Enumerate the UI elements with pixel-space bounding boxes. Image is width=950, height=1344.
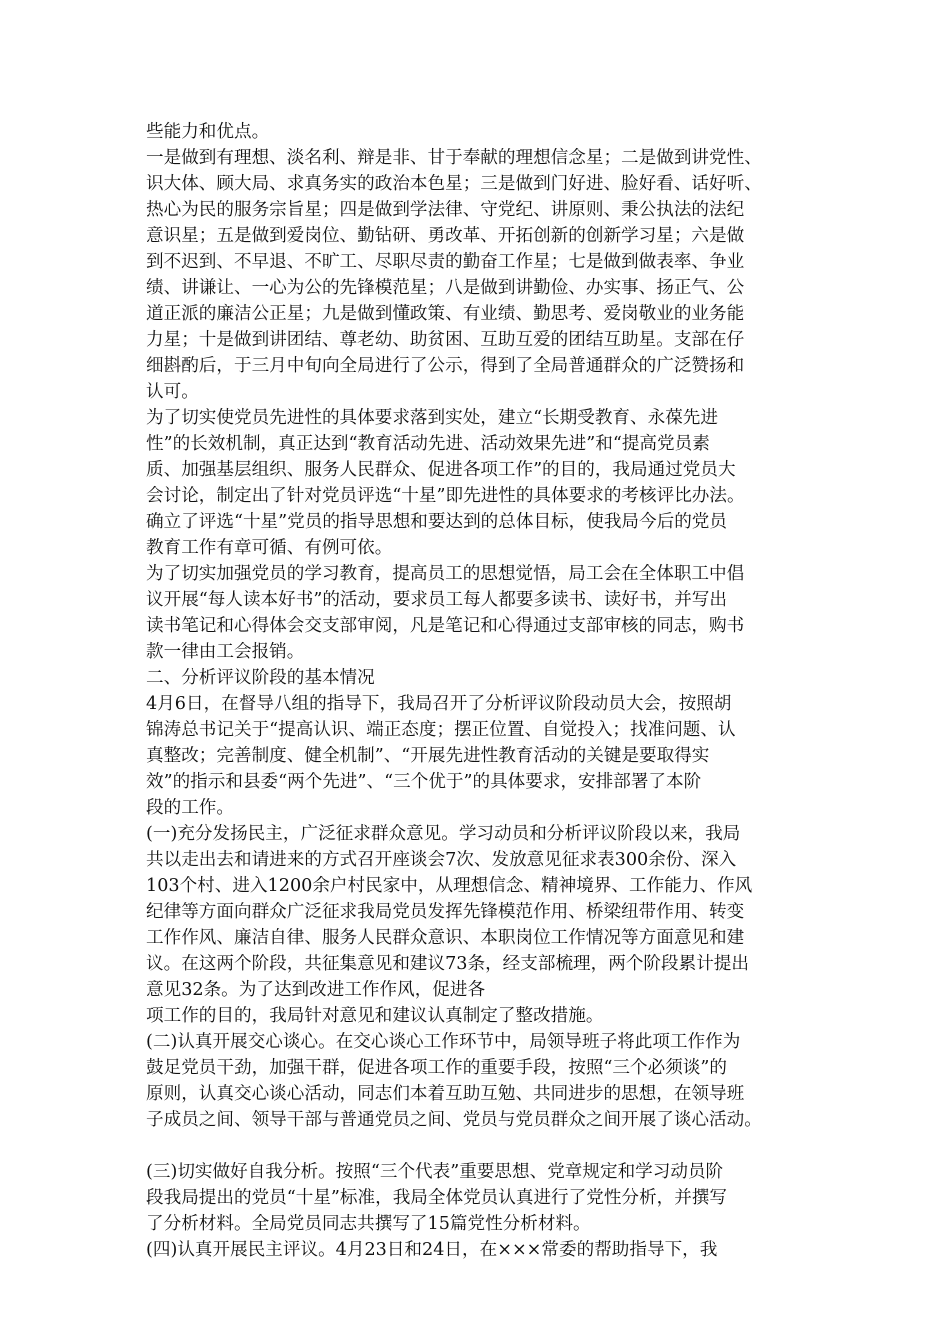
text-line: 细斟酌后，于三月中旬向全局进行了公示，得到了全局普通群众的广泛赞扬和 <box>146 356 745 376</box>
text-line: 为了切实加强党员的学习教育，提高员工的思想觉悟，局工会在全体职工中倡 <box>146 564 745 584</box>
text-line: 读书笔记和心得体会交支部审阅，凡是笔记和心得通过支部审核的同志，购书 <box>146 616 745 636</box>
text-line: (二)认真开展交心谈心。在交心谈心工作环节中，局领导班子将此项工作作为 <box>146 1032 741 1052</box>
text-line: 项工作的目的，我局针对意见和建议认真制定了整改措施。 <box>146 1006 604 1026</box>
text-line: (一)充分发扬民主，广泛征求群众意见。学习动员和分析评议阶段以来，我局 <box>146 824 741 844</box>
text-line: 意见32条。为了达到改进工作作风，促进各 <box>146 980 486 1000</box>
text-line: 款一律由工会报销。 <box>146 642 305 662</box>
text-line: 些能力和优点。 <box>146 122 270 142</box>
text-line: 教育工作有章可循、有例可依。 <box>146 538 393 558</box>
text-line: 了分析材料。全局党员同志共撰写了15篇党性分析材料。 <box>146 1214 591 1234</box>
text-line: 力星；十是做到讲团结、尊老幼、助贫困、互助互爱的团结互助星。支部在仔 <box>146 330 745 350</box>
text-line: 子成员之间、领导干部与普通党员之间、党员与党员群众之间开展了谈心活动。 <box>146 1110 762 1130</box>
text-line: 原则，认真交心谈心活动，同志们本着互助互勉、共同进步的思想，在领导班 <box>146 1084 745 1104</box>
text-line: 绩、讲谦让、一心为公的先锋模范星；八是做到讲勤俭、办实事、扬正气、公 <box>146 278 745 298</box>
text-line: 为了切实使党员先进性的具体要求落到实处，建立“长期受教育、永葆先进 <box>146 408 718 428</box>
text-line: 认可。 <box>146 382 199 402</box>
text-line: 段我局提出的党员“十星”标准，我局全体党员认真进行了党性分析，并撰写 <box>146 1188 727 1208</box>
text-line: 二、分析评议阶段的基本情况 <box>146 668 375 688</box>
text-line: 纪律等方面向群众广泛征求我局党员发挥先锋模范作用、桥梁纽带作用、转变 <box>146 902 745 922</box>
text-line: 段的工作。 <box>146 798 234 818</box>
text-line <box>146 1133 816 1159</box>
text-line: 确立了评选“十星”党员的指导思想和要达到的总体目标，使我局今后的党员 <box>146 512 727 532</box>
text-line: 工作作风、廉洁自律、服务人民群众意识、本职岗位工作情况等方面意见和建 <box>146 928 745 948</box>
text-line: 鼓足党员干劲，加强干群，促进各项工作的重要手段，按照“三个必须谈”的 <box>146 1058 727 1078</box>
text-line: 效”的指示和县委“两个先进”、“三个优于”的具体要求，安排部署了本阶 <box>146 772 702 792</box>
text-line: 4月6日，在督导八组的指导下，我局召开了分析评议阶段动员大会，按照胡 <box>146 694 732 714</box>
document-body <box>146 119 816 1263</box>
text-line: 103个村、进入1200余户村民家中，从理想信念、精神境界、工作能力、作风 <box>146 876 753 896</box>
text-line: 议开展“每人读本好书”的活动，要求员工每人都要多读书、读好书，并写出 <box>146 590 727 610</box>
text-line: 性”的长效机制，真正达到“教育活动先进、活动效果先进”和“提高党员素 <box>146 434 710 454</box>
text-line: (四)认真开展民主评议。4月23日和24日，在×××常委的帮助指导下，我 <box>146 1240 718 1260</box>
text-line: 会讨论，制定出了针对党员评选“十星”即先进性的具体要求的考核评比办法。 <box>146 486 745 506</box>
text-line: 质、加强基层组织、服务人民群众、促进各项工作”的目的，我局通过党员大 <box>146 460 736 480</box>
text-line: 议。在这两个阶段，共征集意见和建议73条，经支部梳理，两个阶段累计提出 <box>146 954 749 974</box>
text-line: 热心为民的服务宗旨星；四是做到学法律、守党纪、讲原则、秉公执法的法纪 <box>146 200 745 220</box>
text-line: 道正派的廉洁公正星；九是做到懂政策、有业绩、勤思考、爱岗敬业的业务能 <box>146 304 745 324</box>
text-line: 一是做到有理想、淡名利、辩是非、甘于奉献的理想信念星；二是做到讲党性、 <box>146 148 762 168</box>
text-line: 意识星；五是做到爱岗位、勤钻研、勇改革、开拓创新的创新学习星；六是做 <box>146 226 745 246</box>
text-line: 共以走出去和请进来的方式召开座谈会7次、发放意见征求表300余份、深入 <box>146 850 737 870</box>
text-line: 真整改；完善制度、健全机制”、“开展先进性教育活动的关键是要取得实 <box>146 746 710 766</box>
text-line: 识大体、顾大局、求真务实的政治本色星；三是做到门好进、脸好看、话好听、 <box>146 174 762 194</box>
text-line: 锦涛总书记关于“提高认识、端正态度；摆正位置、自觉投入；找准问题、认 <box>146 720 736 740</box>
text-line: 到不迟到、不早退、不旷工、尽职尽责的勤奋工作星；七是做到做表率、争业 <box>146 252 745 272</box>
text-line: (三)切实做好自我分析。按照“三个代表”重要思想、党章规定和学习动员阶 <box>146 1162 724 1182</box>
